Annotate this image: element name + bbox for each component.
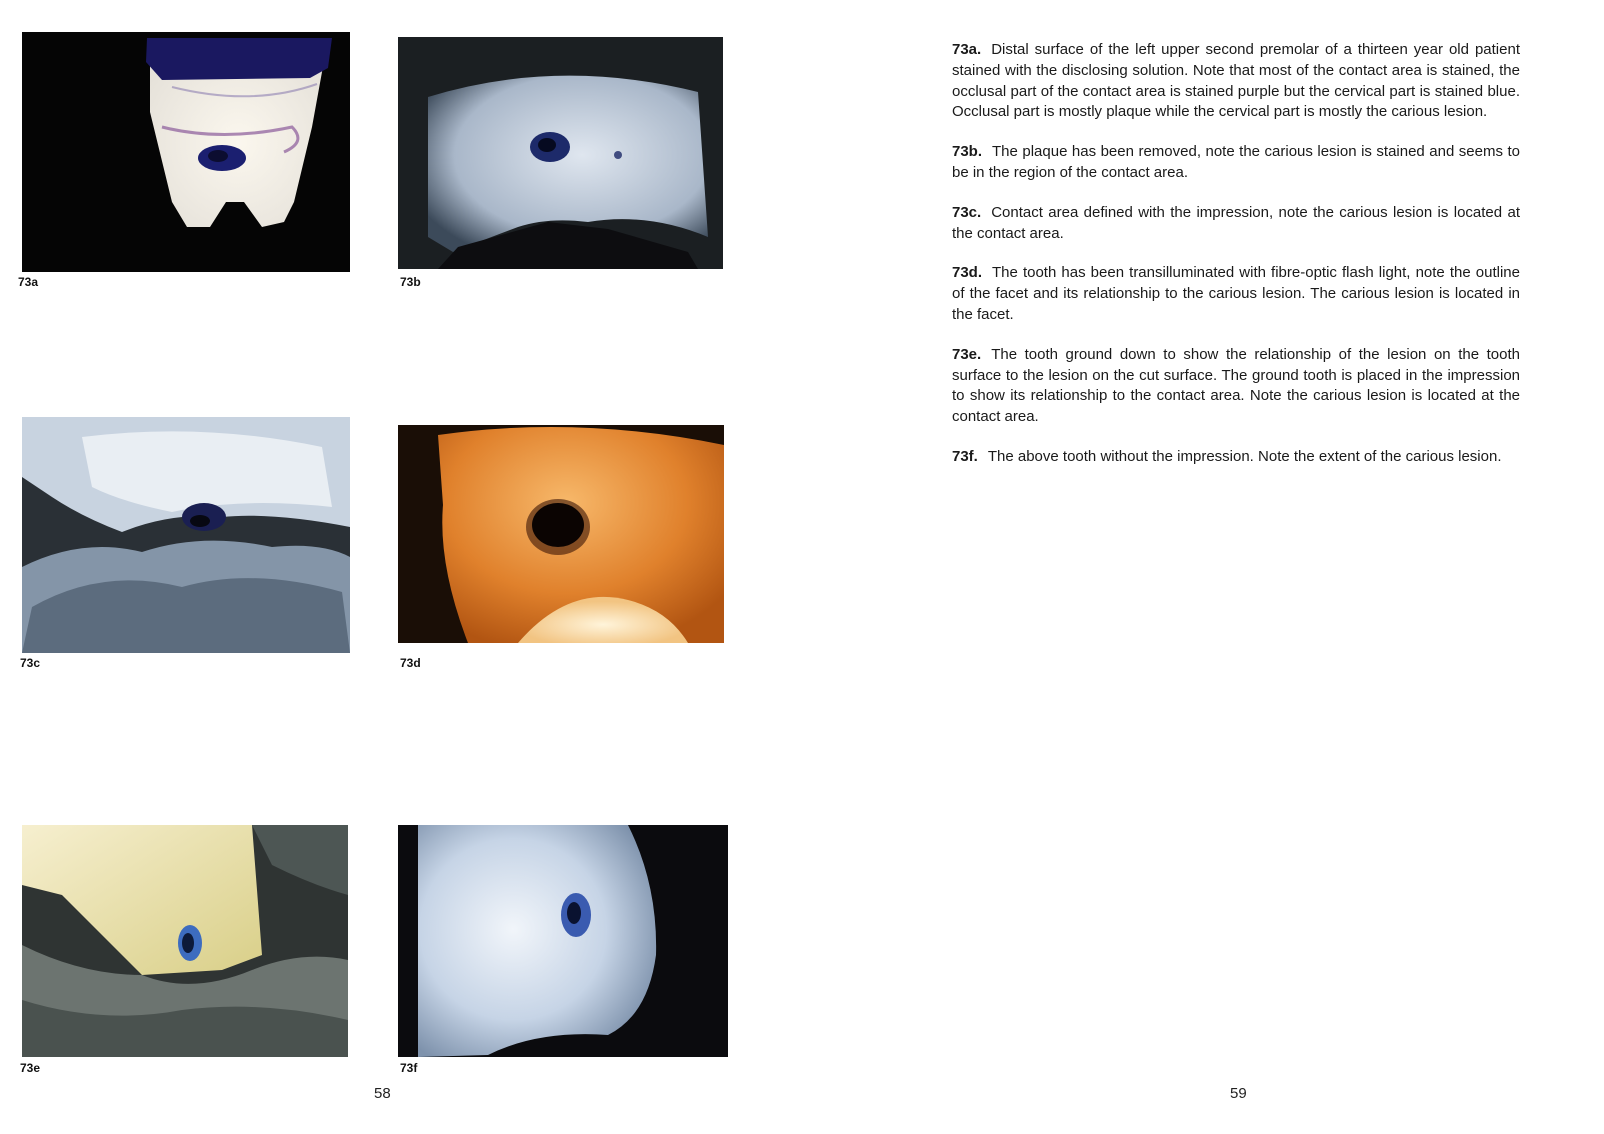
caption-label: 73c. (952, 203, 982, 221)
caption-text: Distal surface of the left upper second premolar of a thirteen year old patient stained with the disclosing solution. Note that most of the contact area is stained, the occlusal part of the contact area is stained purple but the cervical part is stained blue. Occlusal part is mostly plaque while the cervical part is mostly the carious lesion. (952, 41, 1520, 121)
figure-label-73b: 73b (400, 275, 421, 289)
page-number-right: 59 (1230, 1085, 1247, 1102)
caption-73e (952, 345, 1520, 428)
caption-73f (952, 447, 1520, 468)
caption-label: 73d. (952, 264, 983, 282)
caption-text: Contact area defined with the impression, note the carious lesion is located at the contact area. (952, 203, 1520, 242)
caption-73c (952, 203, 1520, 245)
caption-73b (952, 142, 1520, 184)
figure-label-73c: 73c (20, 656, 41, 670)
photo-73b (398, 37, 723, 269)
caption-list (952, 40, 1520, 487)
caption-label: 73b. (952, 143, 983, 161)
photo-73a (22, 32, 350, 272)
caption-text: The above tooth without the impression. Note the extent of the carious lesion. (987, 447, 1502, 465)
page-number-left: 58 (374, 1085, 391, 1102)
figure-label-73e: 73e (20, 1061, 41, 1075)
caption-label: 73a. (952, 41, 982, 58)
photo-73d (398, 425, 724, 643)
photo-73f (398, 825, 728, 1057)
caption-text: The tooth ground down to show the relationship of the lesion on the tooth surface to the lesion on the cut surface. The ground tooth is placed in the impression to show its relationship to the contact area. Note the carious lesion is located at the contact area. (952, 345, 1520, 426)
caption-text: The plaque has been removed, note the carious lesion is stained and seems to be in the region of the contact area. (952, 143, 1520, 181)
figure-label-73f: 73f (400, 1061, 418, 1075)
photo-73c (22, 417, 350, 653)
caption-73d (952, 263, 1520, 325)
figure-label-73d: 73d (400, 656, 421, 670)
caption-label: 73f. (952, 447, 978, 465)
figure-label-73a: 73a (18, 275, 39, 289)
caption-text: The tooth has been transilluminated with fibre-optic flash light, note the outline of the facet and its relationship to the carious lesion. The carious lesion is located in the facet. (952, 264, 1520, 323)
caption-label: 73e. (952, 345, 982, 363)
photo-73e (22, 825, 348, 1057)
caption-73a (952, 40, 1520, 123)
